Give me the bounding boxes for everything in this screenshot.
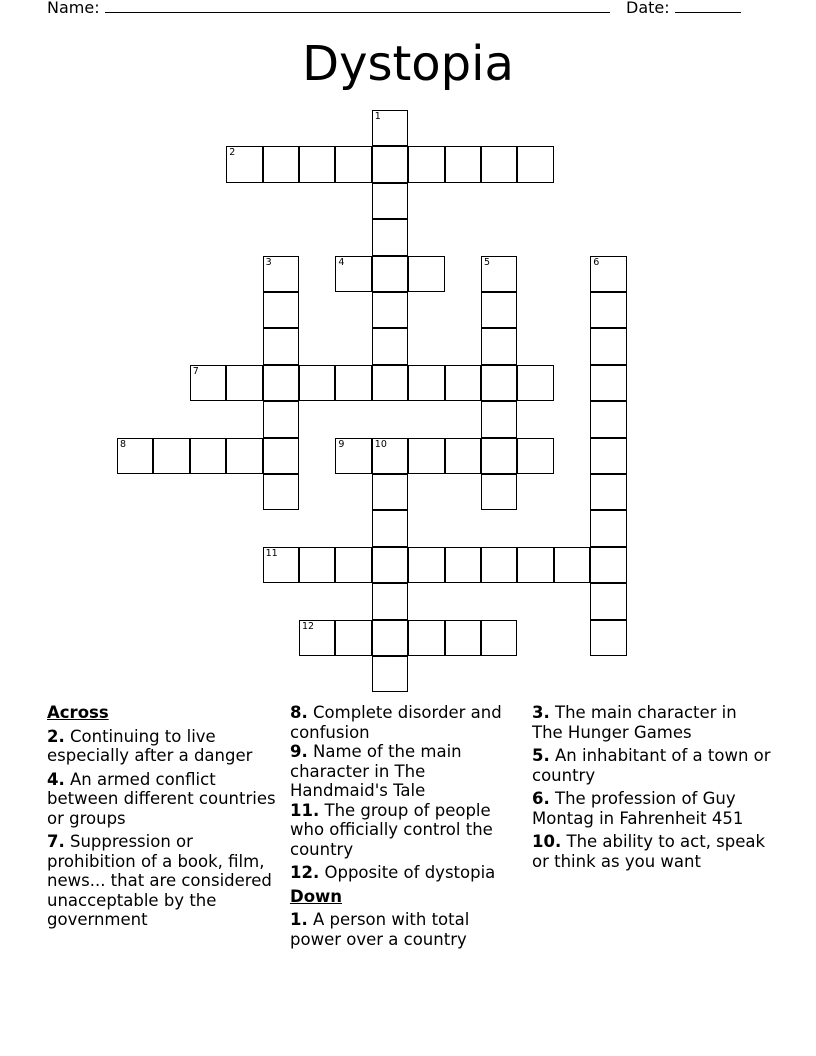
clue-text: Continuing to live especially after a danger xyxy=(47,726,253,765)
clue-number: 10. xyxy=(532,832,562,851)
clue-number: 9. xyxy=(290,742,308,761)
clue-number: 8. xyxy=(290,703,308,722)
grid-cell[interactable] xyxy=(481,328,517,364)
grid-cell[interactable] xyxy=(372,365,408,401)
grid-cell[interactable] xyxy=(263,256,299,292)
clue-number: 5. xyxy=(532,746,550,765)
grid-cell[interactable] xyxy=(263,438,299,474)
grid-cell[interactable] xyxy=(372,292,408,328)
grid-cell[interactable] xyxy=(299,365,335,401)
cell-number: 4 xyxy=(338,256,345,268)
grid-cell[interactable] xyxy=(590,583,626,619)
grid-cell[interactable] xyxy=(590,256,626,292)
grid-cell[interactable] xyxy=(408,256,444,292)
grid-cell[interactable] xyxy=(190,365,226,401)
grid-cell[interactable] xyxy=(590,510,626,546)
grid-cell[interactable] xyxy=(117,438,153,474)
grid-cell[interactable] xyxy=(263,474,299,510)
across-heading: Across xyxy=(47,703,109,722)
grid-cell[interactable] xyxy=(263,146,299,182)
clue-text: The main character in The Hunger Games xyxy=(532,703,737,742)
grid-cell[interactable] xyxy=(481,256,517,292)
grid-cell[interactable] xyxy=(372,656,408,692)
grid-cell[interactable] xyxy=(481,474,517,510)
clue-number: 11. xyxy=(290,800,320,820)
grid-cell[interactable] xyxy=(299,146,335,182)
cell-number: 9 xyxy=(338,438,345,450)
clue-column-2 xyxy=(290,703,525,953)
grid-cell[interactable] xyxy=(335,256,371,292)
grid-cell[interactable] xyxy=(590,401,626,437)
grid-cell[interactable] xyxy=(481,547,517,583)
grid-cell[interactable] xyxy=(445,365,481,401)
clue-across-4 xyxy=(47,770,277,829)
clue-column-3 xyxy=(532,703,772,875)
grid-cell[interactable] xyxy=(590,365,626,401)
clue-number: 2. xyxy=(47,726,65,746)
clue-across-12 xyxy=(290,863,525,883)
clue-across-9 xyxy=(290,742,525,801)
page-title: Dystopia xyxy=(302,36,514,92)
grid-cell[interactable] xyxy=(335,146,371,182)
cell-number: 1 xyxy=(374,111,381,122)
grid-cell[interactable] xyxy=(263,328,299,364)
grid-cell[interactable] xyxy=(372,510,408,546)
cell-number: 11 xyxy=(265,547,278,559)
clue-number: 6. xyxy=(532,789,550,808)
clue-down-6 xyxy=(532,789,772,828)
clue-text: Opposite of dystopia xyxy=(324,863,496,882)
grid-cell[interactable] xyxy=(517,547,553,583)
cell-number: 8 xyxy=(120,438,127,450)
cell-number: 6 xyxy=(593,256,600,268)
grid-cell[interactable] xyxy=(517,365,553,401)
name-label: Name: xyxy=(47,0,100,17)
clue-number: 4. xyxy=(47,769,65,789)
grid-cell[interactable] xyxy=(372,547,408,583)
grid-cell[interactable] xyxy=(372,620,408,656)
grid-cell[interactable] xyxy=(299,620,335,656)
grid-cell[interactable] xyxy=(445,146,481,182)
grid-cell[interactable] xyxy=(590,438,626,474)
grid-cell[interactable] xyxy=(372,438,408,474)
clue-down-5 xyxy=(532,746,772,785)
grid-cell[interactable] xyxy=(226,438,262,474)
clue-text: An inhabitant of a town or country xyxy=(532,746,771,785)
grid-cell[interactable] xyxy=(372,219,408,255)
grid-cell[interactable] xyxy=(263,547,299,583)
grid-cell[interactable] xyxy=(226,365,262,401)
grid-cell[interactable] xyxy=(517,438,553,474)
grid-cell[interactable] xyxy=(226,146,262,182)
clue-text: Complete disorder and confusion xyxy=(290,703,502,742)
grid-cell[interactable] xyxy=(335,547,371,583)
grid-cell[interactable] xyxy=(372,183,408,219)
grid-cell[interactable] xyxy=(481,620,517,656)
grid-cell[interactable] xyxy=(481,401,517,437)
clue-text: The ability to act, speak or think as you want xyxy=(532,832,766,871)
grid-cell[interactable] xyxy=(263,365,299,401)
clue-text: Name of the main character in The Handmaid's Tale xyxy=(290,742,462,800)
date-label: Date: xyxy=(626,0,670,17)
clue-number: 12. xyxy=(290,863,320,882)
grid-cell[interactable] xyxy=(263,401,299,437)
grid-cell[interactable] xyxy=(445,620,481,656)
grid-cell[interactable] xyxy=(372,146,408,182)
clue-down-3 xyxy=(532,703,772,742)
clue-number: 1. xyxy=(290,910,308,929)
cell-number: 5 xyxy=(484,256,491,268)
grid-cell[interactable] xyxy=(263,292,299,328)
grid-cell[interactable] xyxy=(372,474,408,510)
grid-cell[interactable] xyxy=(335,365,371,401)
clue-down-1 xyxy=(290,910,525,949)
clue-text: Suppression or prohibition of a book, film, news... that are considered unacceptable by the government xyxy=(47,832,272,929)
clue-column-1 xyxy=(47,703,277,934)
grid-cell[interactable] xyxy=(554,547,590,583)
grid-cell[interactable] xyxy=(445,438,481,474)
down-heading: Down xyxy=(290,886,343,906)
clue-across-11 xyxy=(290,801,525,860)
clue-text: The profession of Guy Montag in Fahrenheit 451 xyxy=(532,789,744,828)
cell-number: 3 xyxy=(265,256,272,268)
clue-down-10 xyxy=(532,832,772,871)
grid-cell[interactable] xyxy=(408,547,444,583)
grid-cell[interactable] xyxy=(372,328,408,364)
grid-cell[interactable] xyxy=(481,146,517,182)
grid-cell[interactable] xyxy=(590,328,626,364)
grid-cell[interactable] xyxy=(153,438,189,474)
grid-cell[interactable] xyxy=(590,620,626,656)
grid-cell[interactable] xyxy=(335,438,371,474)
clue-across-2 xyxy=(47,727,277,766)
clue-number: 3. xyxy=(532,703,550,722)
grid-cell[interactable] xyxy=(372,110,408,146)
grid-cell[interactable] xyxy=(590,547,626,583)
grid-cell[interactable] xyxy=(299,547,335,583)
grid-cell[interactable] xyxy=(372,256,408,292)
grid-cell[interactable] xyxy=(408,146,444,182)
grid-cell[interactable] xyxy=(408,438,444,474)
grid-cell[interactable] xyxy=(408,620,444,656)
grid-cell[interactable] xyxy=(408,365,444,401)
cell-number: 12 xyxy=(302,620,315,632)
clue-across-7 xyxy=(47,832,277,930)
grid-cell[interactable] xyxy=(445,547,481,583)
grid-cell[interactable] xyxy=(481,438,517,474)
clue-text: A person with total power over a country xyxy=(290,910,470,949)
grid-cell[interactable] xyxy=(372,583,408,619)
grid-cell[interactable] xyxy=(190,438,226,474)
clue-across-8 xyxy=(290,703,525,742)
clue-text: An armed conflict between different countries or groups xyxy=(47,769,276,828)
grid-cell[interactable] xyxy=(481,292,517,328)
grid-cell[interactable] xyxy=(335,620,371,656)
cell-number: 10 xyxy=(374,438,387,450)
cell-number: 7 xyxy=(192,365,199,377)
grid-cell[interactable] xyxy=(481,365,517,401)
clue-number: 7. xyxy=(47,832,65,851)
grid-cell[interactable] xyxy=(590,474,626,510)
clue-text: The group of people who officially control the country xyxy=(290,800,493,859)
grid-cell[interactable] xyxy=(517,146,553,182)
grid-cell[interactable] xyxy=(590,292,626,328)
cell-number: 2 xyxy=(229,147,236,159)
